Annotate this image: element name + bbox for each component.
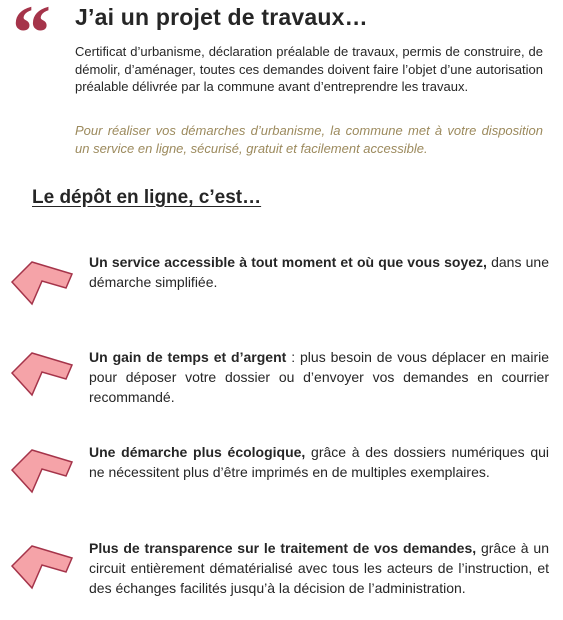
list-item-bold: Une démarche plus écologique, xyxy=(89,444,306,460)
chevron-arrow-icon xyxy=(8,258,76,308)
list-item-text xyxy=(89,347,549,407)
list-item-rest: dans une démarche simplifiée. xyxy=(89,254,549,290)
list-item-bold: Un service accessible à tout moment et où que vous soyez, xyxy=(89,254,487,270)
list-item-text xyxy=(89,538,549,598)
chevron-arrow-icon xyxy=(8,542,76,592)
list-item-rest: : plus besoin de vous déplacer en mairie pour déposer votre dossier ou d’envoyer vos demandes en courrier recommandé. xyxy=(89,349,550,405)
intro-paragraph: Certificat d’urbanisme, déclaration préalable de travaux, permis de construire, de démolir, d’aménager, toutes ces demandes doivent faire l’objet d’une autorisation préalable délivrée par la commune avant d’entreprendre les travaux. xyxy=(75,44,543,94)
quote-mark-icon: “ xyxy=(12,0,51,76)
list-item-text xyxy=(89,252,549,292)
intro-italic-paragraph: Pour réaliser vos démarches d’urbanisme, la commune met à votre disposition un service en ligne, sécurisé, gratuit et facilement accessible. xyxy=(75,123,543,156)
page-title: J’ai un projet de travaux… xyxy=(75,4,368,30)
chevron-arrow-icon xyxy=(8,446,76,496)
list-item-bold: Un gain de temps et d’argent xyxy=(89,349,287,365)
chevron-arrow-icon xyxy=(8,349,76,399)
list-item-rest: grâce à des dossiers numériques qui ne nécessitent plus d’être imprimés en de multiples exemplaires. xyxy=(89,444,549,480)
list-item-text xyxy=(89,442,549,482)
section-heading: Le dépôt en ligne, c’est… xyxy=(32,187,262,208)
list-item-rest: grâce à un circuit entièrement dématérialisé avec tous les acteurs de l’instruction, et des échanges facilités jusqu’à la décision de l’administration. xyxy=(89,540,549,596)
list-item-bold: Plus de transparence sur le traitement de vos demandes, xyxy=(89,540,477,556)
